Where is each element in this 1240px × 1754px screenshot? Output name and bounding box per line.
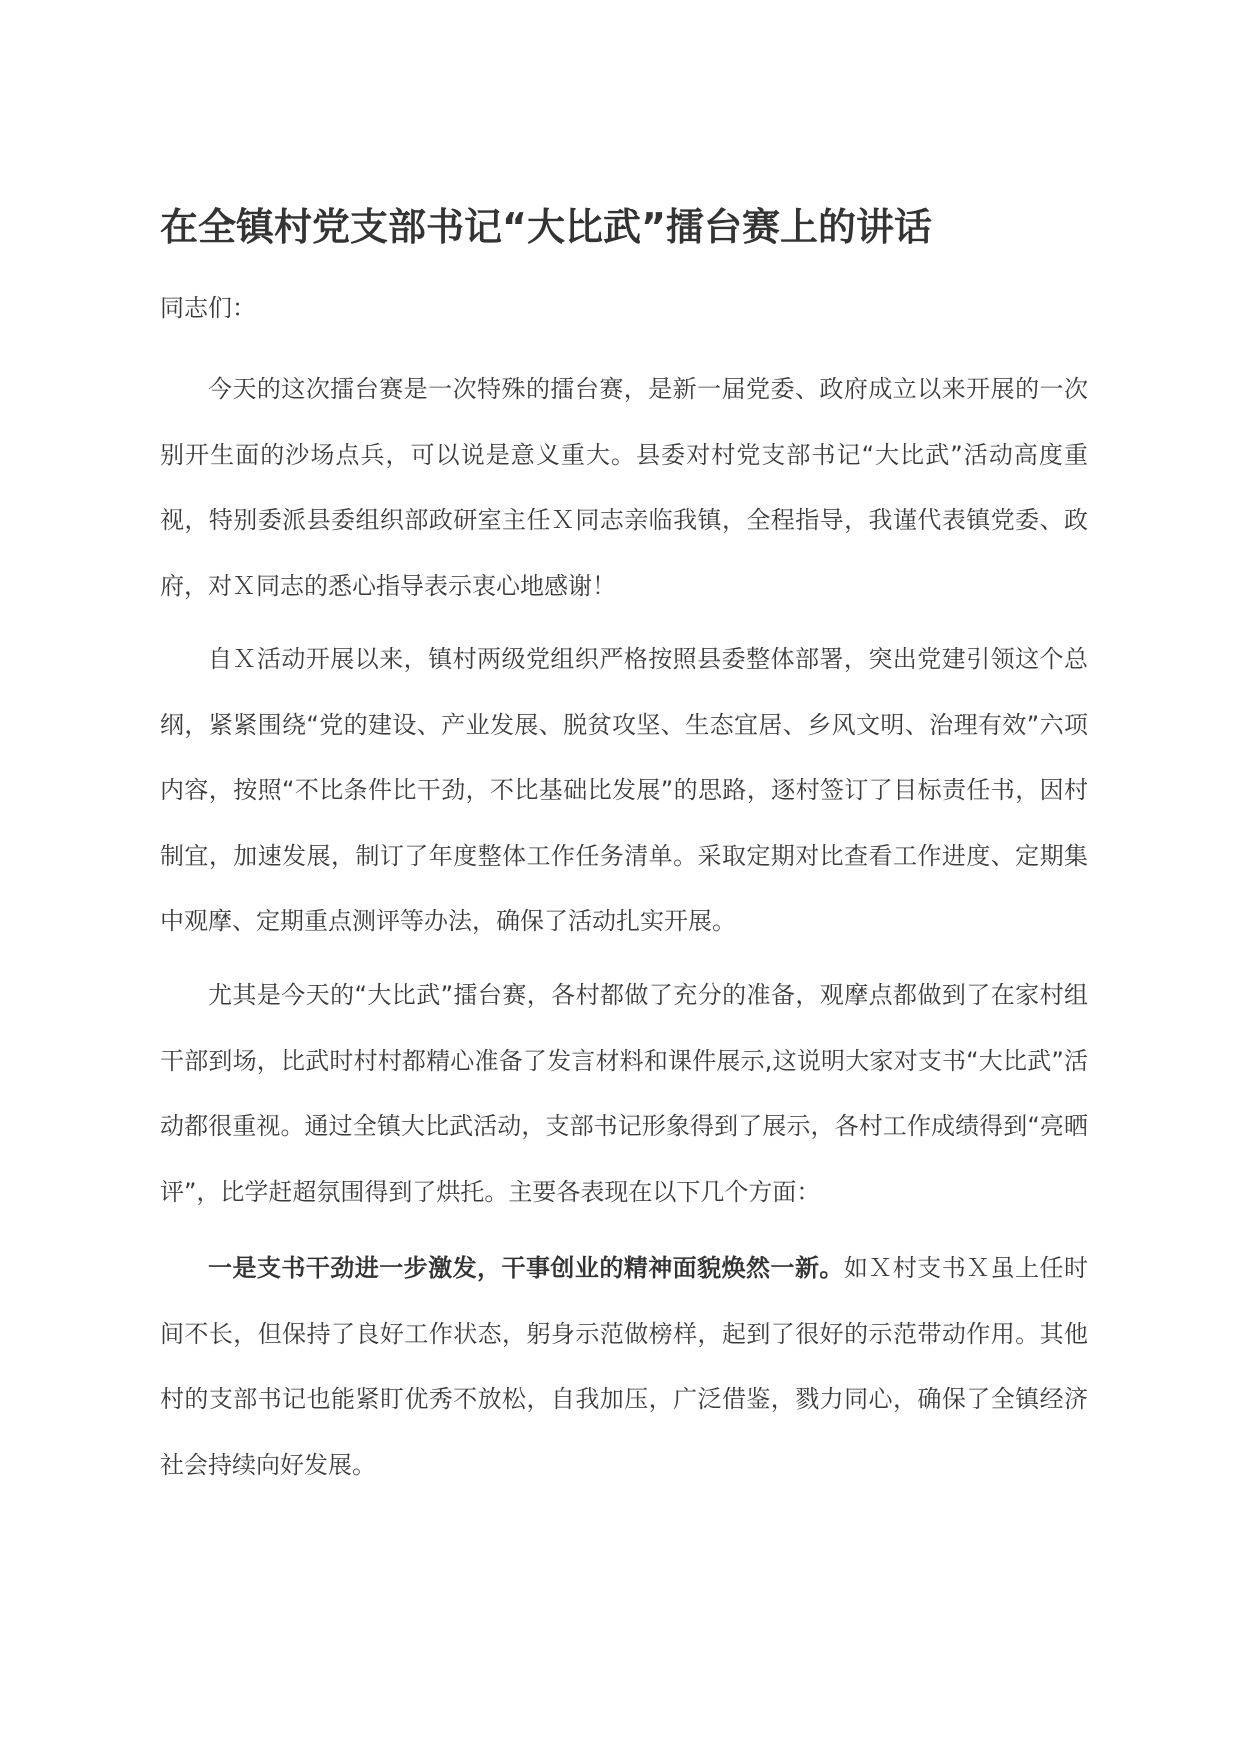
paragraph-4-lead: 一是支书干劲进一步激发，干事创业的精神面貌焕然一新。 (208, 1254, 844, 1282)
paragraph-3-text: 尤其是今天的“大比武”擂台赛，各村都做了充分的准备，观摩点都做到了在家村组干部到场，比武时村村都精心准备了发言材料和课件展示,这说明大家对支书“大比武”活动都很重视。通过全镇大比武活动，支部书记形象得到了展示，各村工作成绩得到“亮晒评”，比学赶超氛围得到了烘托。主要各表现在以下几个方面： (160, 981, 1088, 1206)
paragraph-4-text: 如Ｘ村支书Ｘ虽上任时间不长，但保持了良好工作状态，躬身示范做榜样，起到了很好的示范带动作用。其他村的支部书记也能紧盯优秀不放松，自我加压，广泛借鉴，戮力同心，确保了全镇经济社会持续向好发展。 (160, 1254, 1089, 1479)
paragraph-3 (160, 963, 1088, 1225)
paragraph-4 (160, 1236, 1088, 1498)
paragraph-1 (160, 357, 1088, 619)
paragraph-1-text: 今天的这次擂台赛是一次特殊的擂台赛，是新一届党委、政府成立以来开展的一次别开生面的沙场点兵，可以说是意义重大。县委对村党支部书记“大比武”活动高度重视，特别委派县委组织部政研室主任Ｘ同志亲临我镇，全程指导，我谨代表镇党委、政府，对Ｘ同志的悉心指导表示衷心地感谢！ (160, 375, 1088, 600)
document-title: 在全镇村党支部书记“大比武”擂台赛上的讲话 (160, 205, 932, 249)
salutation: 同志们： (160, 294, 256, 322)
paragraph-2 (160, 627, 1088, 955)
paragraph-2-text: 自Ｘ活动开展以来，镇村两级党组织严格按照县委整体部署，突出党建引领这个总纲，紧紧围绕“党的建设、产业发展、脱贫攻坚、生态宜居、乡风文明、治理有效”六项内容，按照“不比条件比干劲，不比基础比发展”的思路，逐村签订了目标责任书，因村制宜，加速发展，制订了年度整体工作任务清单。采取定期对比查看工作进度、定期集中观摩、定期重点测评等办法，确保了活动扎实开展。 (160, 645, 1088, 935)
